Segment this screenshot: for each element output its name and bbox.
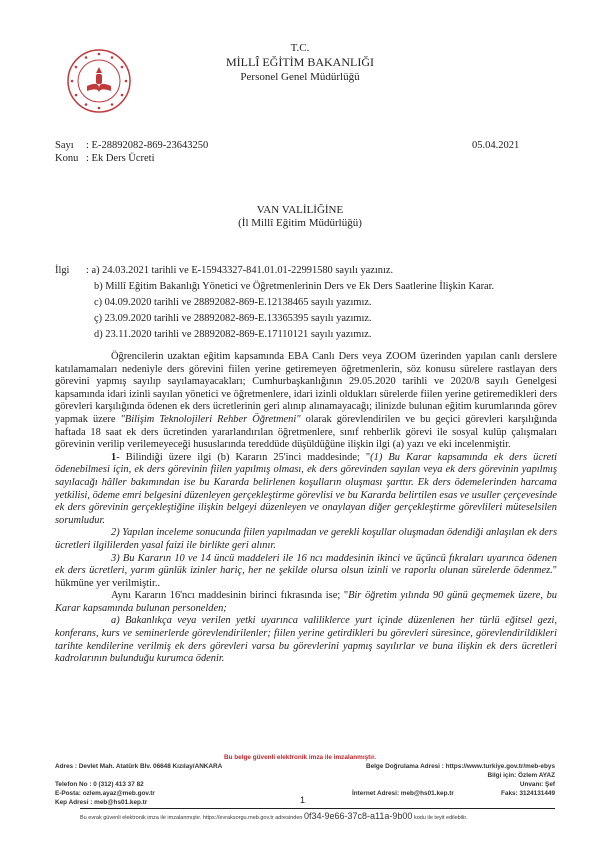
ilgi-item: ç) 23.09.2020 tarihli ve 28892082-869-E.13365395 sayılı yazımız. <box>94 313 372 324</box>
footer-divider <box>80 808 555 809</box>
document-date: 05.04.2021 <box>472 140 520 151</box>
verification-line: Bu evrak güvenli elektronik imza ile imzalanmıştır. https://evraksorgu.meb.gov.tr adresinden 0f34-9e66-37c8-a11a-9b00 kodu ile teyit edilebilir. <box>80 811 468 821</box>
footer-web: İnternet Adresi: meb@hs01.kep.tr <box>352 790 454 797</box>
footer-contact: Bilgi için: Özlem AYAZ <box>487 772 555 779</box>
letter-body <box>55 351 557 666</box>
verification-code: 0f34-9e66-37c8-a11a-9b00 <box>303 811 413 821</box>
footer-kep: Kep Adresi : meb@hs01.kep.tr <box>55 799 148 806</box>
footer-address: Adres : Devlet Mah. Atatürk Blv. 06648 Kızılay/ANKARA <box>55 763 223 770</box>
ilgi-item: b) Millî Eğitim Bakanlığı Yönetici ve Öğretmenlerinin Ders ve Ek Ders Saatlerine İlişkin Karar. <box>94 281 495 292</box>
ilgi-item: c) 04.09.2020 tarihli ve 28892082-869-E.12138465 sayılı yazımız. <box>94 297 372 308</box>
konu-value: : Ek Ders Ücreti <box>86 153 155 164</box>
addressee-sub: (İl Millî Eğitim Müdürlüğü) <box>238 217 362 229</box>
addressee: VAN VALİLİĞİNE <box>256 204 344 216</box>
footer-fax: Faks: 3124131449 <box>500 790 555 797</box>
paragraph-3: 3) Bu Kararın 10 ve 14 üncü maddeleri ile 16 ncı maddesinin ikinci ve üçüncü fıkraları uyarınca ödenen ek ders ücretleri, yarım günlük izinler hariç, her ne şekilde olursa olsun izinli ve raporlu olunan sürelerde ödenmez." hükmüne yer verilmiştir.. <box>55 552 557 589</box>
page-number: 1 <box>300 795 306 805</box>
ilgi-item: d) 23.11.2020 tarihli ve 28892082-869-E.17110121 sayılı yazımız. <box>94 329 372 340</box>
paragraph-article-25: 1- Bilindiği üzere ilgi (b) Kararın 25'inci maddesinde; "(1) Bu Karar kapsamında ek ders ücreti ödenebilmesi için, ek ders görevinin fiilen yapılmış olması, ek ders görevinden sayılan veya ek ders görevinin yapılmış sayılacağı hâller bakımından ise bu Kararda belirlenen koşulların oluşması şarttır. Ek ders ödemelerinden harcama yetkilisi, ödeme emri belgesini düzenleyen gerçekleştirme görevlisi ve bu Kararda belirtilen esas ve usuller çerçevesinde ek ders görevinin gerçekleştiğine ilişkin belgeyi düzenleyen ve onaylayan diğer gerçekleştirme görevlileri müteselsilen sorumludur. <box>55 451 557 526</box>
ilgi-item: : a) 24.03.2021 tarihli ve E-15943327-841.01.01-22991580 sayılı yazınız. <box>86 265 394 276</box>
paragraph-2: 2) Yapılan inceleme sonucunda fiilen yapılmadan ve gerekli koşullar oluşmadan ödendiği anlaşılan ek ders ücretleri ilgililerden yasal faizi ile birlikte geri alınır. <box>55 527 557 551</box>
sayi-label: Sayı <box>55 140 74 151</box>
footer-title: Unvanı: Şef <box>519 781 555 788</box>
paragraph-1: Öğrencilerin uzaktan eğitim kapsamında EBA Canlı Ders veya ZOOM üzerinden yapılan canlı derslere katılamamaları nedeniyle ders görevini fiilen yerine getiremeyen öğretmenlerin, söz konusu sürelere rastlayan ders görevini yapmış sayılıp sayılamayacakları; Cumhurbaşkanlığının 29.05.2020 tarihli ve 2020/8 sayılı Genelgesi kapsamında idari izinli sayılan yönetici ve öğretmenlere, idari izinli oldukları sürelerde fiilen yerine getiremedikleri ders görevleri karşılığında ödenen ek ders ücretlerinin geri alınıp alınamayacağı; ilinizde bulunan eğitim kurumlarında görev yapmak üzere "Bilişim Teknolojileri Rehber Öğretmeni" olarak görevlendirilen ve bu geçici görevleri karşılığında haftada 18 saat ek ders ücretinden yararlandırılan öğretmenlere, sınıf rehberlik görevi ile sosyal kulüp çalışmaları görevinin verilip verilemeyeceği hususlarında tereddüde düşüldüğüne ilişkin ilgi (a) yazı ve eki incelenmiştir. <box>55 351 557 451</box>
footer-verify-url: Belge Doğrulama Adresi : https://www.turkiye.gov.tr/meb-ebys <box>365 763 555 770</box>
ilgi-label: İlgi <box>55 265 70 276</box>
konu-label: Konu <box>55 153 79 164</box>
footer-phone: Telefon No : 0 (312) 413 37 82 <box>55 781 144 788</box>
header-ministry: MİLLÎ EĞİTİM BAKANLIĞI <box>226 55 374 69</box>
header-tc: T.C. <box>290 42 310 54</box>
paragraph-a: a) Bakanlıkça veya verilen yetki uyarınca valiliklerce yurt içinde düzenlenen her türlü eğitsel gezi, konferans, kurs ve seminerlerde görevlendirilenler; fiilen yerine getirdikleri bu görevleri süresince, görevlendirildikleri tarihte kendilerine verilmiş ek ders görevleri varsa bu görevlerini yapmış sayılırlar ve buna ilişkin ek ders ücretleri kadrolarının bulunduğu kurumca ödenir. <box>55 615 557 665</box>
footer-email: E-Posta: ozlem.ayaz@meb.gov.tr <box>55 790 155 797</box>
esign-notice: Bu belge güvenli elektronik imza ile imzalanmıştır. <box>223 754 376 761</box>
paragraph-article-16: Aynı Kararın 16'ncı maddesinin birinci fıkrasında ise; "Bir öğretim yılında 90 günü geçmemek üzere, bu Karar kapsamında bulunan personelden; <box>55 590 557 614</box>
sayi-value: : E-28892082-869-23643250 <box>86 140 209 151</box>
header-department: Personel Genel Müdürlüğü <box>240 71 360 83</box>
